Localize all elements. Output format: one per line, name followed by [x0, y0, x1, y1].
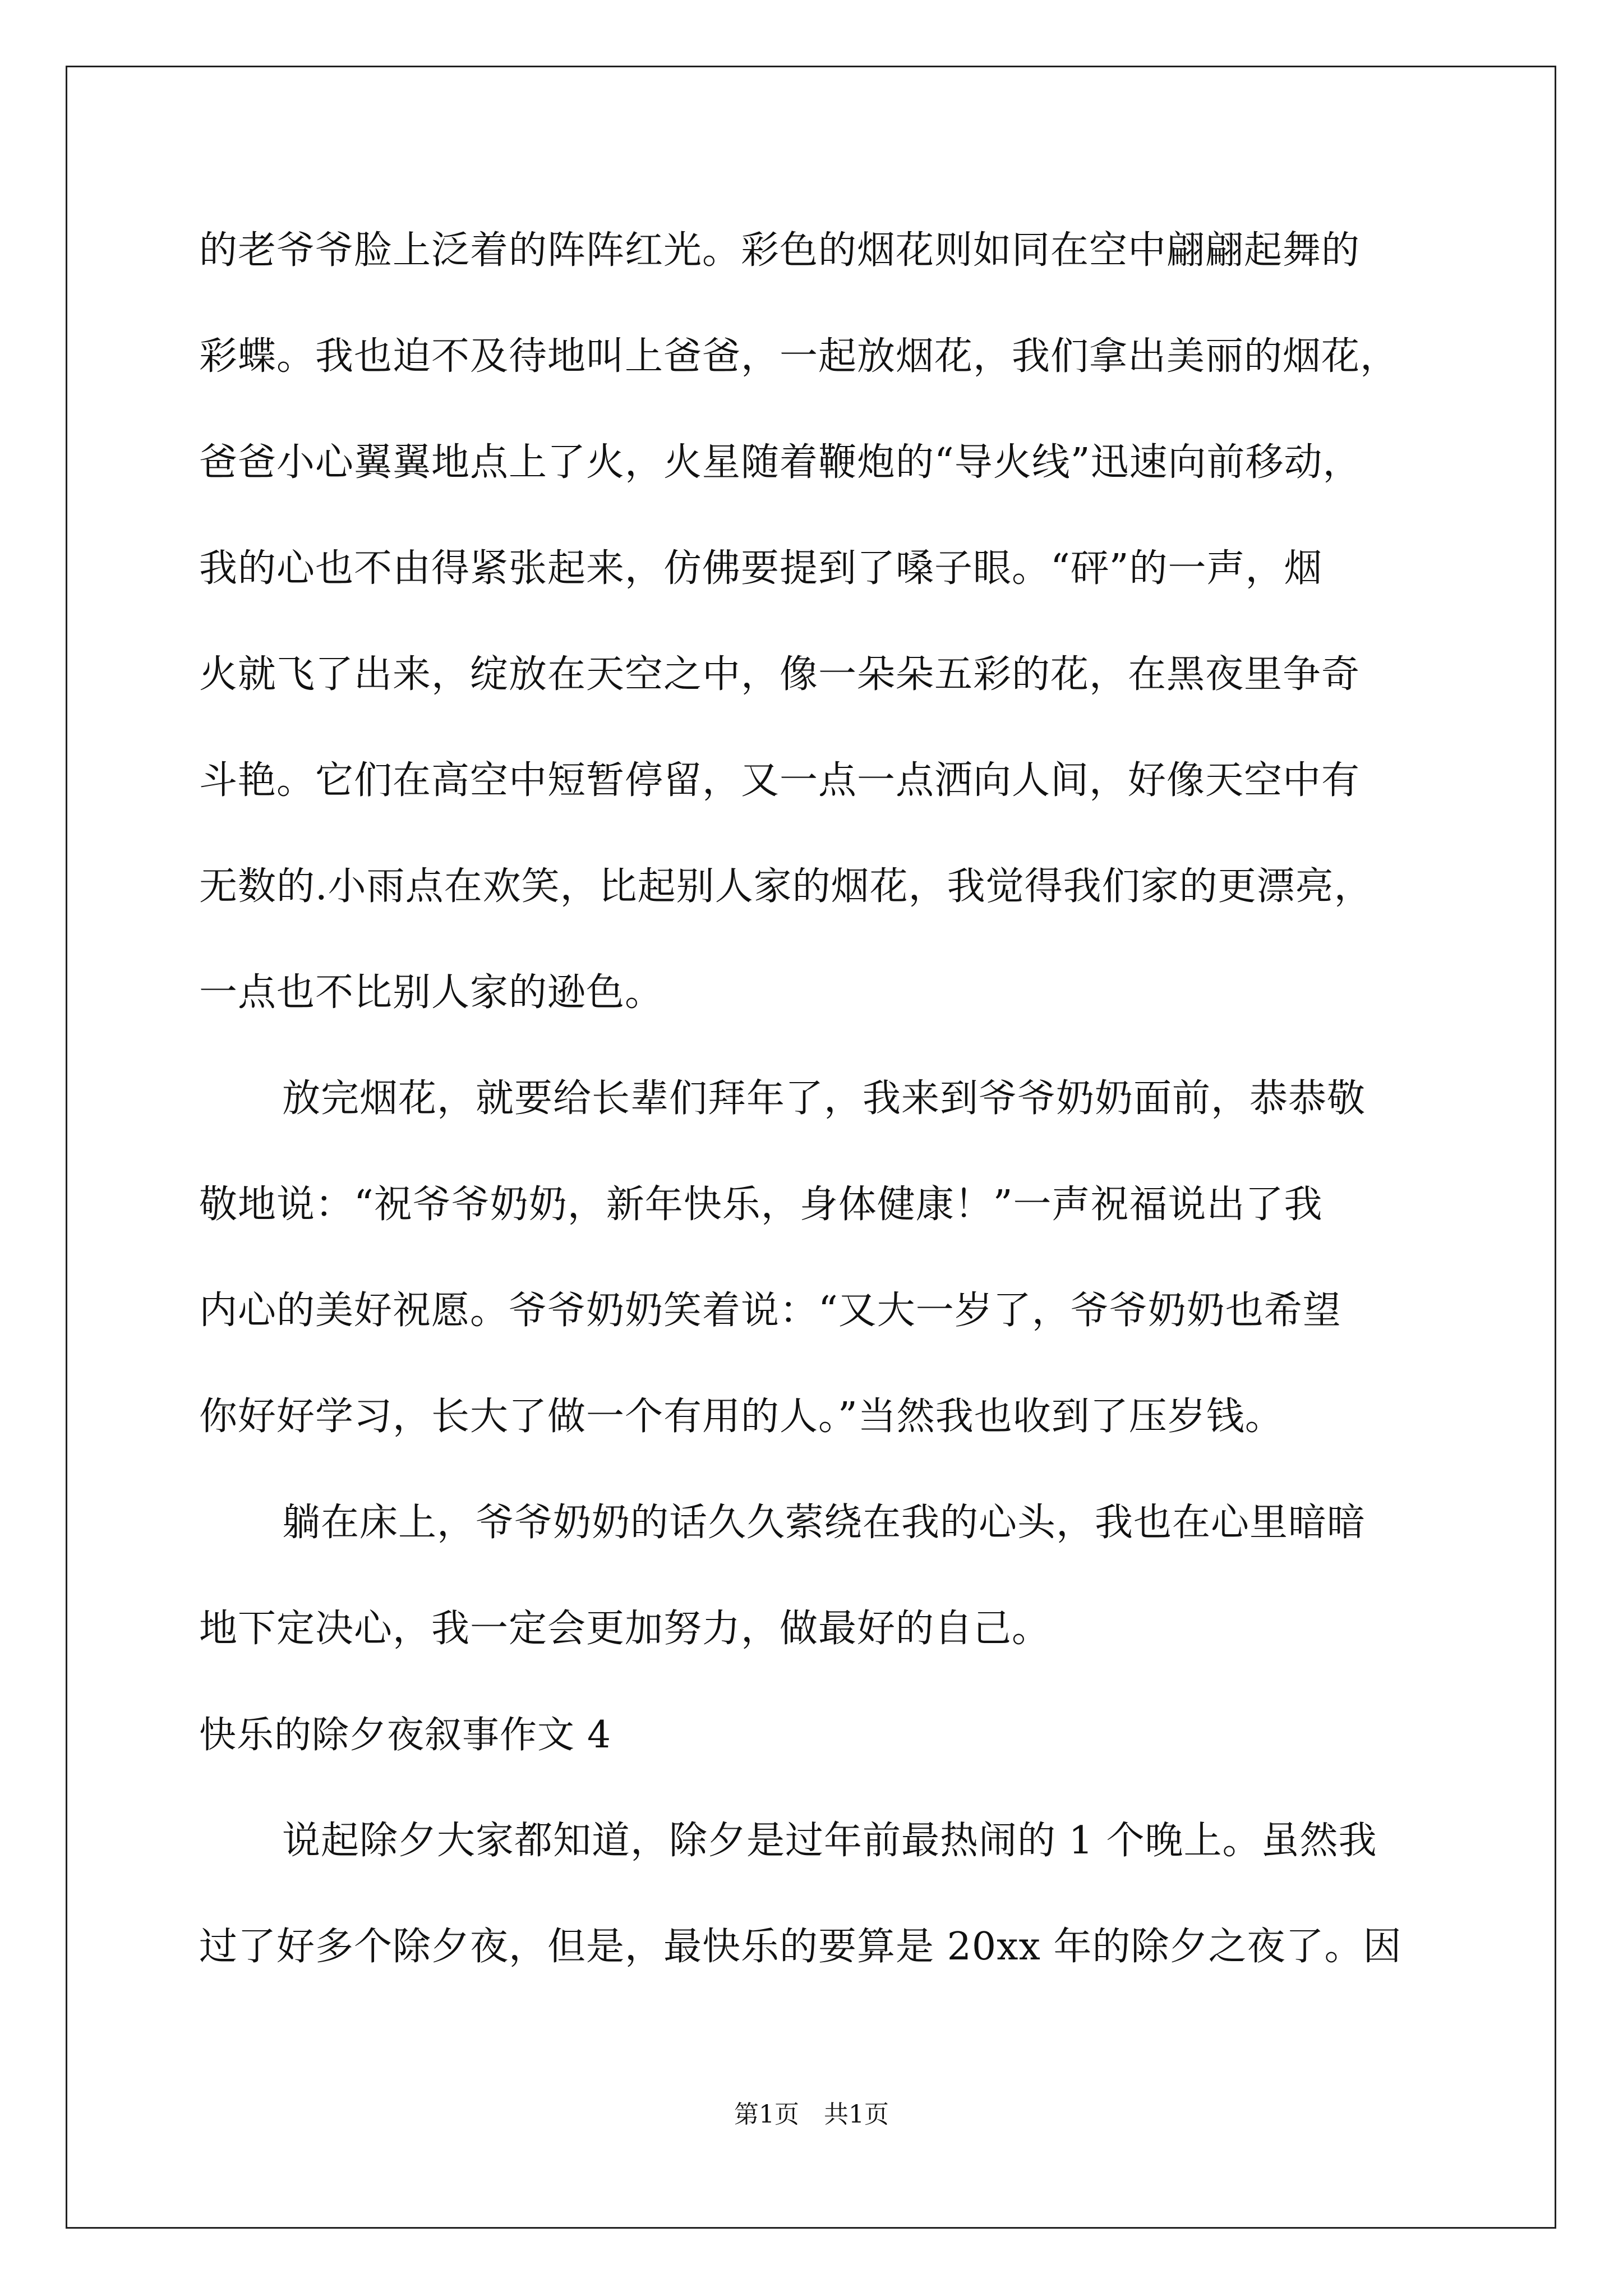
text-line: 无数的.小雨点在欢笑，比起别人家的烟花，我觉得我们家的更漂亮， — [199, 864, 1373, 909]
text-line: 敬地说：“祝爷爷奶奶，新年快乐，身体健康！”一声祝福说出了我 — [199, 1182, 1323, 1227]
paragraph-start-line: 躺在床上，爷爷奶奶的话久久萦绕在我的心头，我也在心里暗暗 — [282, 1501, 1366, 1545]
section-heading: 快乐的除夕夜叙事作文 4 — [199, 1713, 611, 1756]
text-line: 我的心也不由得紧张起来，仿佛要提到了嗓子眼。“砰”的一声，烟 — [199, 546, 1323, 591]
text-line: 火就飞了出来，绽放在天空之中，像一朵朵五彩的花，在黑夜里争奇 — [199, 652, 1361, 697]
text-line: 内心的美好祝愿。爷爷奶奶笑着说：“又大一岁了，爷爷奶奶也希望 — [199, 1289, 1341, 1333]
page-footer: 第1页 共1页 — [734, 2100, 889, 2129]
paragraph-start-line: 说起除夕大家都知道，除夕是过年前最热闹的 1 个晚上。虽然我 — [282, 1819, 1377, 1863]
text-line: 地下定决心，我一定会更加努力，做最好的自己。 — [199, 1607, 1051, 1651]
text-line: 一点也不比别人家的逊色。 — [199, 970, 664, 1015]
document-body — [199, 197, 1430, 2000]
text-line: 过了好多个除夕夜，但是，最快乐的要算是 20xx 年的除夕之夜了。因 — [199, 1925, 1402, 1969]
text-line: 爸爸小心翼翼地点上了火，火星随着鞭炮的“导火线”迅速向前移动， — [199, 440, 1362, 485]
text-line: 的老爷爷脸上泛着的阵阵红光。彩色的烟花则如同在空中翩翩起舞的 — [199, 228, 1361, 273]
text-line: 彩蝶。我也迫不及待地叫上爸爸，一起放烟花，我们拿出美丽的烟花， — [199, 334, 1399, 379]
paragraph-start-line: 放完烟花，就要给长辈们拜年了，我来到爷爷奶奶面前，恭恭敬 — [282, 1076, 1366, 1121]
text-line: 你好好学习，长大了做一个有用的人。”当然我也收到了压岁钱。 — [199, 1395, 1284, 1439]
text-line: 斗艳。它们在高空中短暂停留，又一点一点洒向人间，好像天空中有 — [199, 758, 1361, 803]
